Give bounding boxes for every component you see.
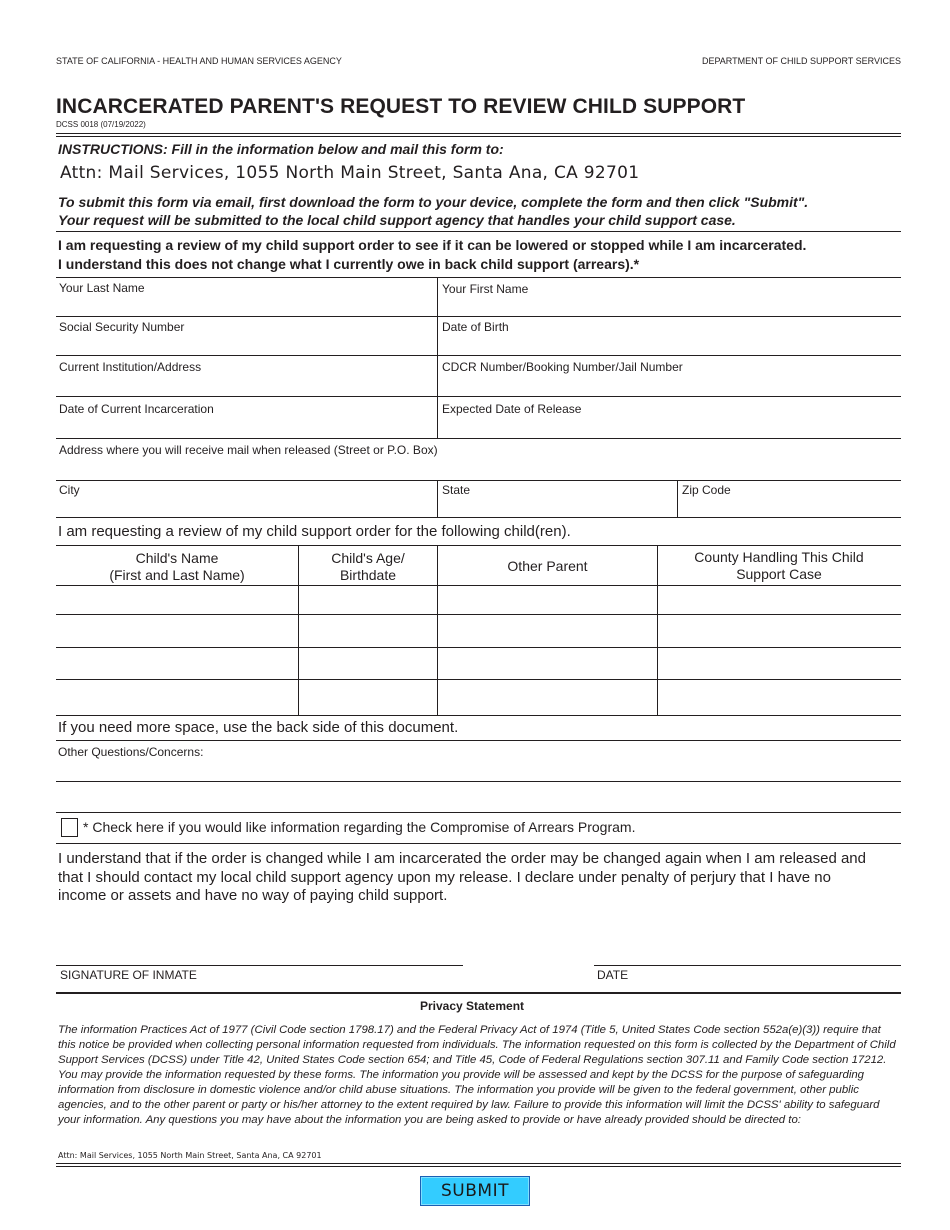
city-input[interactable] bbox=[56, 498, 436, 517]
compromise-arrears-label: * Check here if you would like information regarding the Compromise of Arrears Program. bbox=[83, 819, 636, 835]
divider bbox=[56, 1163, 901, 1164]
form-number: DCSS 0018 (07/19/2022) bbox=[56, 120, 146, 129]
department-name: DEPARTMENT OF CHILD SUPPORT SERVICES bbox=[701, 56, 901, 66]
divider bbox=[56, 355, 901, 356]
ssn-input[interactable] bbox=[56, 335, 436, 355]
date-input[interactable] bbox=[594, 935, 901, 964]
compromise-arrears-checkbox[interactable] bbox=[61, 818, 78, 837]
email-instructions-2: Your request will be submitted to the local child support agency that handles your child support case. bbox=[58, 212, 736, 228]
child-name-input-3[interactable] bbox=[56, 648, 297, 679]
county-input-4[interactable] bbox=[658, 680, 900, 715]
signature-label: SIGNATURE OF INMATE bbox=[60, 968, 197, 982]
mail-address-input[interactable] bbox=[56, 458, 901, 480]
submit-button[interactable]: SUBMIT bbox=[420, 1176, 530, 1206]
other-parent-input-1[interactable] bbox=[438, 586, 656, 614]
child-name-input-2[interactable] bbox=[56, 615, 297, 647]
child-name-header-line1: Child's Name bbox=[135, 550, 219, 566]
child-age-input-3[interactable] bbox=[299, 648, 436, 679]
child-age-input-2[interactable] bbox=[299, 615, 436, 647]
first-name-label: Your First Name bbox=[442, 282, 529, 296]
child-age-header bbox=[299, 550, 437, 583]
divider bbox=[56, 277, 901, 278]
incarceration-date-label: Date of Current Incarceration bbox=[59, 402, 214, 416]
signature-input[interactable] bbox=[56, 935, 462, 964]
divider bbox=[56, 396, 901, 397]
incarceration-date-input[interactable] bbox=[56, 417, 436, 438]
divider bbox=[56, 740, 901, 741]
other-questions-input-2[interactable] bbox=[56, 782, 901, 811]
release-date-label: Expected Date of Release bbox=[442, 402, 582, 416]
divider bbox=[56, 545, 901, 546]
request-statement-2: I understand this does not change what I currently owe in back child support (arrears).* bbox=[58, 256, 640, 272]
divider bbox=[56, 843, 901, 844]
instructions-text: INSTRUCTIONS: Fill in the information below and mail this form to: bbox=[58, 141, 504, 157]
agency-name: STATE OF CALIFORNIA - HEALTH AND HUMAN SERVICES AGENCY bbox=[56, 56, 342, 66]
child-age-input-1[interactable] bbox=[299, 586, 436, 614]
county-input-2[interactable] bbox=[658, 615, 900, 647]
divider bbox=[56, 133, 901, 134]
last-name-input[interactable] bbox=[56, 296, 436, 316]
other-questions-label: Other Questions/Concerns: bbox=[58, 745, 204, 759]
privacy-body: The information Practices Act of 1977 (Civil Code section 1798.17) and the Federal Privacy Act of 1974 (Title 5, United States Code section 552a(e)(3)) require that this notice be provided when collecting personal information requested from individuals. The information requested on this form is collected by the Department of Child Support Services (DCSS) under Title 42, United States Code section 654; and Title 45, Code of Federal Regulations section 307.11 and Family Code section 17212. You may provide the information requested by these forms. The information you provide will be assessed and kept by the DCSS for the purpose of safeguarding information from disclosure in domestic violence and/or child abuse situations. The information you provide will be given to the federal government, other public agencies, and to the other parent or party or his/her attorney to the extent required by law. Failure to provide this information will limit the DCSS' ability to safeguard your information. Any questions you may have about the information you are being asked to provide or have already provided should be directed to: bbox=[58, 1024, 896, 1126]
mail-address-label: Address where you will receive mail when released (Street or P.O. Box) bbox=[59, 443, 438, 457]
column-divider bbox=[437, 480, 438, 518]
child-age-header-line2: Birthdate bbox=[339, 567, 397, 583]
divider bbox=[56, 480, 901, 481]
child-age-header-line1: Child's Age/ bbox=[331, 550, 405, 566]
divider bbox=[56, 231, 901, 232]
footer-address: Attn: Mail Services, 1055 North Main Street, Santa Ana, CA 92701 bbox=[58, 1151, 322, 1160]
county-header-line1: County Handling This Child bbox=[694, 549, 864, 565]
form-title: INCARCERATED PARENT'S REQUEST TO REVIEW CHILD SUPPORT bbox=[56, 95, 746, 118]
divider bbox=[56, 992, 901, 994]
state-input[interactable] bbox=[438, 498, 676, 517]
divider bbox=[56, 316, 901, 317]
state-label: State bbox=[442, 483, 471, 497]
table-row-divider bbox=[56, 715, 901, 716]
request-statement-1: I am requesting a review of my child support order to see if it can be lowered or stopped while I am incarcerated. bbox=[58, 237, 807, 253]
email-instructions-1: To submit this form via email, first download the form to your device, complete the form and then click "Submit". bbox=[58, 194, 809, 210]
cdcr-input[interactable] bbox=[438, 375, 900, 396]
divider bbox=[56, 1166, 901, 1167]
institution-label: Current Institution/Address bbox=[59, 360, 202, 374]
release-date-input[interactable] bbox=[438, 417, 900, 438]
dob-label: Date of Birth bbox=[442, 320, 509, 334]
county-header-line2: Support Case bbox=[736, 566, 822, 582]
children-intro: I am requesting a review of my child support order for the following child(ren). bbox=[58, 523, 571, 540]
county-header bbox=[658, 549, 900, 582]
child-age-input-4[interactable] bbox=[299, 680, 436, 715]
child-name-input-1[interactable] bbox=[56, 586, 297, 614]
first-name-input[interactable] bbox=[438, 296, 900, 316]
county-input-3[interactable] bbox=[658, 648, 900, 679]
divider bbox=[56, 517, 901, 518]
date-label: DATE bbox=[597, 968, 629, 982]
signature-line bbox=[56, 965, 463, 966]
cdcr-label: CDCR Number/Booking Number/Jail Number bbox=[442, 360, 683, 374]
declaration-line-2: that I should contact my local child support agency upon my release. I declare under penalty of perjury that I have no bbox=[58, 869, 831, 886]
other-parent-input-4[interactable] bbox=[438, 680, 656, 715]
child-name-header-line2: (First and Last Name) bbox=[109, 567, 245, 583]
divider bbox=[56, 136, 901, 137]
privacy-title: Privacy Statement bbox=[419, 999, 525, 1013]
more-space-note: If you need more space, use the back side of this document. bbox=[58, 719, 459, 736]
zip-label: Zip Code bbox=[682, 483, 731, 497]
divider bbox=[56, 438, 901, 439]
ssn-label: Social Security Number bbox=[59, 320, 185, 334]
child-name-header bbox=[56, 550, 298, 583]
date-line bbox=[594, 965, 901, 966]
city-label: City bbox=[59, 483, 80, 497]
column-divider bbox=[677, 480, 678, 518]
institution-input[interactable] bbox=[56, 375, 436, 396]
child-name-input-4[interactable] bbox=[56, 680, 297, 715]
other-questions-input-1[interactable] bbox=[56, 760, 901, 781]
other-parent-input-3[interactable] bbox=[438, 648, 656, 679]
column-divider bbox=[437, 277, 438, 438]
declaration-line-3: income or assets and have no way of paying child support. bbox=[58, 887, 448, 904]
zip-input[interactable] bbox=[678, 498, 900, 517]
mailing-address: Attn: Mail Services, 1055 North Main Street, Santa Ana, CA 92701 bbox=[60, 163, 640, 183]
last-name-label: Your Last Name bbox=[59, 281, 145, 295]
other-parent-header: Other Parent bbox=[507, 558, 588, 574]
divider bbox=[56, 812, 901, 813]
declaration-line-1: I understand that if the order is changed while I am incarcerated the order may be changed again when I am released and bbox=[58, 850, 866, 867]
county-input-1[interactable] bbox=[658, 586, 900, 614]
dob-input[interactable] bbox=[438, 335, 900, 355]
other-parent-input-2[interactable] bbox=[438, 615, 656, 647]
